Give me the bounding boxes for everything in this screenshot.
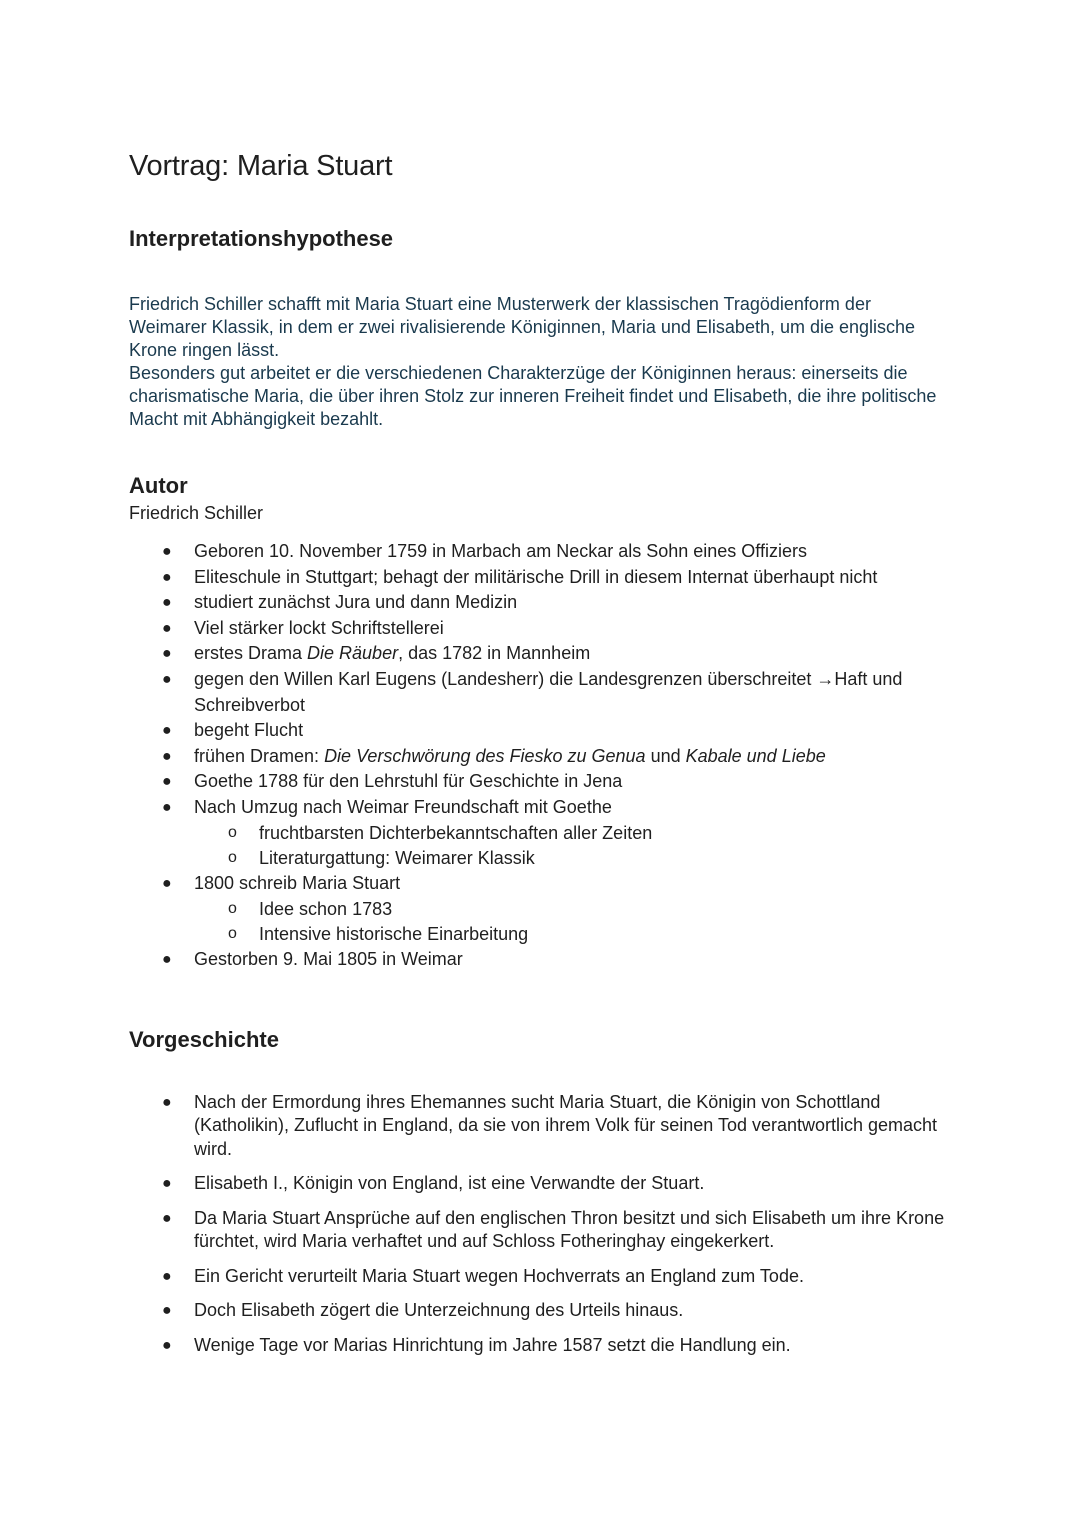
list-item: ● frühen Dramen: Die Verschwörung des Fiesko zu Genua und Kabale und Liebe xyxy=(129,744,949,770)
list-item: ● Doch Elisabeth zögert die Unterzeichnung des Urteils hinaus. xyxy=(129,1299,949,1323)
sub-list xyxy=(194,897,949,947)
bullet-icon: ● xyxy=(162,568,172,586)
bullet-icon: ● xyxy=(162,1267,172,1285)
list-item: ● Ein Gericht verurteilt Maria Stuart wegen Hochverrats an England zum Tode. xyxy=(129,1265,949,1289)
bullet-icon: ● xyxy=(162,1302,172,1320)
bullet-icon: ● xyxy=(162,747,172,765)
sub-list-item: o fruchtbarsten Dichterbekanntschaften aller Zeiten xyxy=(194,821,949,846)
list-item: ● begeht Flucht xyxy=(129,718,949,744)
author-bullet-list xyxy=(129,539,949,973)
author-heading: Autor xyxy=(129,473,188,498)
circle-bullet-icon: o xyxy=(228,899,237,917)
interpretation-text xyxy=(129,293,949,431)
list-item: ● Goethe 1788 für den Lehrstuhl für Geschichte in Jena xyxy=(129,769,949,795)
list-item: ● Nach der Ermordung ihres Ehemannes sucht Maria Stuart, die Königin von Schottland (Katholikin), Zuflucht in England, da sie von ihrem Volk für seinen Tod verantwortlich gemacht wird. xyxy=(162,1091,938,1159)
bullet-icon: ● xyxy=(162,670,172,688)
list-item: ● Da Maria Stuart Ansprüche auf den englischen Thron besitzt und sich Elisabeth um ihre Krone fürchtet, wird Maria verhaftet und auf Schloss Fotheringhay eingekerkert. xyxy=(162,1207,945,1252)
interpretation-heading: Interpretationshypothese xyxy=(129,226,394,251)
sub-list-item: o Idee schon 1783 xyxy=(194,897,949,922)
list-item: ● Eliteschule in Stuttgart; behagt der militärische Drill in diesem Internat überhaupt nicht xyxy=(129,565,949,591)
list-item: ● Nach Umzug nach Weimar Freundschaft mit Goethe o fruchtbarsten Dichterbekanntschaften aller Zeiten o Literaturgattung: Weimarer Klassik xyxy=(129,795,949,871)
bullet-icon: ● xyxy=(162,798,172,816)
list-item: ● Geboren 10. November 1759 in Marbach am Neckar als Sohn eines Offiziers xyxy=(129,539,949,565)
bullet-icon: ● xyxy=(162,543,172,560)
document-page xyxy=(129,150,949,1368)
list-item: ● Viel stärker lockt Schriftstellerei xyxy=(129,616,949,642)
vorgeschichte-bullet-list xyxy=(129,1091,949,1358)
bullet-icon: ● xyxy=(162,645,172,663)
list-item: ● Gestorben 9. Mai 1805 in Weimar xyxy=(129,947,949,973)
list-item: ● erstes Drama Die Räuber, das 1782 in Mannheim xyxy=(129,641,949,667)
circle-bullet-icon: o xyxy=(228,823,237,841)
interpretation-paragraph-1: Friedrich Schiller schafft mit Maria Stuart eine Musterwerk der klassischen Tragödienform der Weimarer Klassik, in dem er zwei rivalisierende Königinnen, Maria und Elisabeth, um die englische Krone ringen lässt. xyxy=(129,294,916,360)
bullet-icon: ● xyxy=(162,1175,172,1193)
bullet-icon: ● xyxy=(162,594,172,612)
interpretation-paragraph-2: Besonders gut arbeitet er die verschiedenen Charakterzüge der Königinnen heraus: einerseits die charismatische Maria, die über ihren Stolz zur inneren Freiheit findet und Elisabeth, die ihre politische Macht mit Abhängigkeit bezahlt. xyxy=(129,363,937,429)
bullet-icon: ● xyxy=(162,773,172,791)
bullet-icon: ● xyxy=(162,1093,172,1111)
sub-list xyxy=(194,821,949,871)
vorgeschichte-heading: Vorgeschichte xyxy=(129,1026,279,1052)
bullet-icon: ● xyxy=(162,722,172,740)
bullet-icon: ● xyxy=(162,950,172,968)
circle-bullet-icon: o xyxy=(228,848,237,866)
list-item: ● Elisabeth I., Königin von England, ist eine Verwandte der Stuart. xyxy=(129,1172,949,1196)
bullet-icon: ● xyxy=(162,1336,172,1354)
document-title: Vortrag: Maria Stuart xyxy=(129,150,393,182)
list-item: ● 1800 schreib Maria Stuart o Idee schon 1783 o Intensive historische Einarbeitung xyxy=(129,871,949,947)
bullet-icon: ● xyxy=(162,1209,172,1227)
circle-bullet-icon: o xyxy=(228,924,237,942)
list-item: ● gegen den Willen Karl Eugens (Landesherr) die Landesgrenzen überschreitet →Haft und Schreibverbot xyxy=(162,668,903,715)
sub-list-item: o Intensive historische Einarbeitung xyxy=(194,922,949,947)
list-item: ● Wenige Tage vor Marias Hinrichtung im Jahre 1587 setzt die Handlung ein. xyxy=(129,1334,949,1358)
bullet-icon: ● xyxy=(162,874,172,892)
author-name: Friedrich Schiller xyxy=(129,503,264,523)
sub-list-item: o Literaturgattung: Weimarer Klassik xyxy=(194,846,949,871)
bullet-icon: ● xyxy=(162,619,172,637)
list-item: ● studiert zunächst Jura und dann Medizin xyxy=(129,590,949,616)
